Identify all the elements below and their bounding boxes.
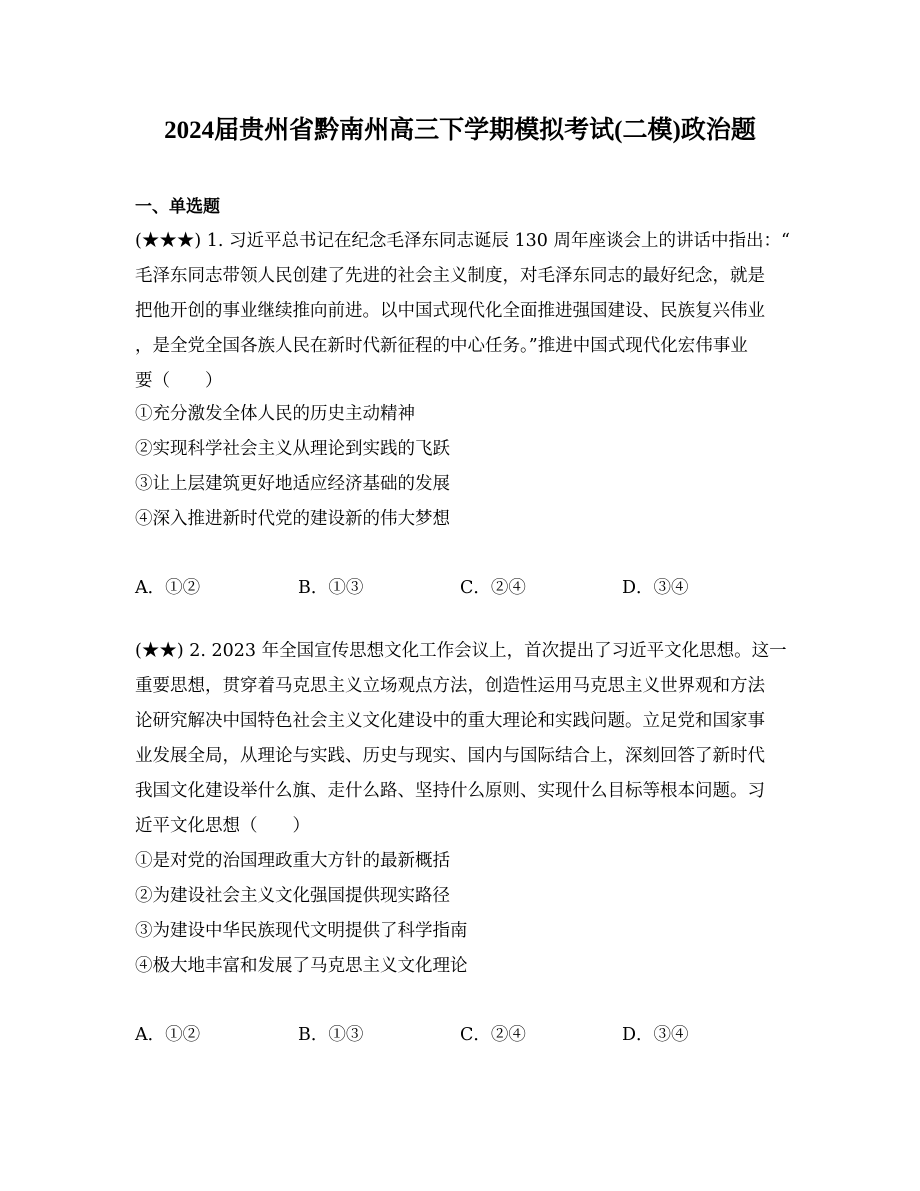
- question-stem-line: 毛泽东同志带领人民创建了先进的社会主义制度，对毛泽东同志的最好纪念，就是: [135, 266, 765, 286]
- statement-option: ①充分激发全体人民的历史主动精神: [135, 404, 415, 424]
- statement-option: ③让上层建筑更好地适应经济基础的发展: [135, 474, 450, 494]
- answer-choice-d[interactable]: D．③④: [622, 1025, 689, 1045]
- answer-choice-a[interactable]: A．①②: [135, 1025, 201, 1045]
- question-stem-line: 业发展全局，从理论与实践、历史与现实、国内与国际结合上，深刻回答了新时代: [135, 746, 765, 766]
- statement-option: ②实现科学社会主义从理论到实践的飞跃: [135, 439, 450, 459]
- question-stem-line: (★★★) 1. 习近平总书记在纪念毛泽东同志诞辰 130 周年座谈会上的讲话中指出：“: [135, 231, 790, 251]
- section-heading: 一、单选题: [135, 197, 220, 217]
- answer-choice-c[interactable]: C．②④: [460, 1025, 526, 1045]
- question-stem-line: ，是全党全国各族人民在新时代新征程的中心任务。”推进中国式现代化宏伟事业: [135, 336, 748, 356]
- statement-option: ③为建设中华民族现代文明提供了科学指南: [135, 921, 468, 941]
- answer-choice-b[interactable]: B．①③: [298, 578, 364, 598]
- question-stem-line: 近平文化思想（ ）: [135, 816, 310, 836]
- answer-choice-d[interactable]: D．③④: [622, 578, 689, 598]
- answer-choice-b[interactable]: B．①③: [298, 1025, 364, 1045]
- question-stem-line: 论研究解决中国特色社会主义文化建设中的重大理论和实践问题。立足党和国家事: [135, 711, 765, 731]
- question-stem-line: 我国文化建设举什么旗、走什么路、坚持什么原则、实现什么目标等根本问题。习: [135, 781, 765, 801]
- document-title: 2024届贵州省黔南州高三下学期模拟考试(二模)政治题: [164, 117, 756, 144]
- answer-choice-c[interactable]: C．②④: [460, 578, 526, 598]
- statement-option: ④极大地丰富和发展了马克思主义文化理论: [135, 956, 468, 976]
- statement-option: ②为建设社会主义文化强国提供现实路径: [135, 886, 450, 906]
- answer-choice-a[interactable]: A．①②: [135, 578, 201, 598]
- question-stem-line: 要（ ）: [135, 371, 223, 391]
- question-stem-line: 重要思想，贯穿着马克思主义立场观点方法，创造性运用马克思主义世界观和方法: [135, 676, 765, 696]
- question-stem-line: 把他开创的事业继续推向前进。以中国式现代化全面推进强国建设、民族复兴伟业: [135, 301, 765, 321]
- question-stem-line: (★★) 2. 2023 年全国宣传思想文化工作会议上，首次提出了习近平文化思想。这一: [135, 641, 787, 661]
- statement-option: ④深入推进新时代党的建设新的伟大梦想: [135, 509, 450, 529]
- statement-option: ①是对党的治国理政重大方针的最新概括: [135, 851, 450, 871]
